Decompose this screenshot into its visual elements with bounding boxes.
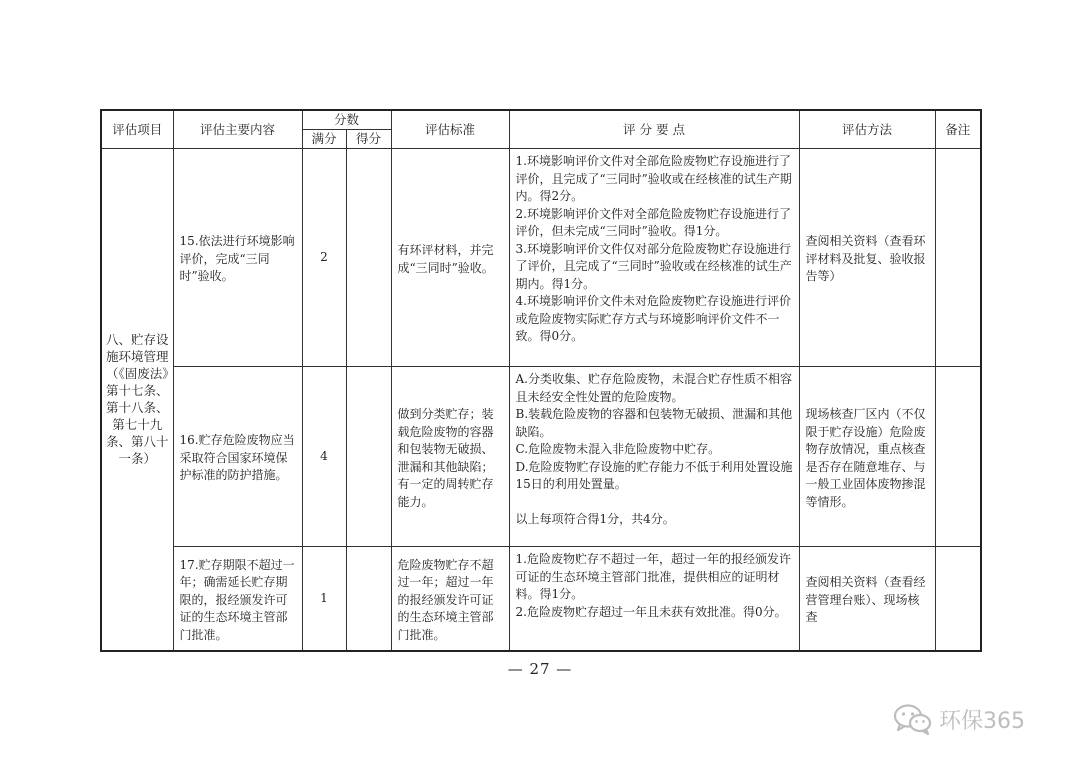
header-row xyxy=(101,110,981,130)
watermark xyxy=(893,702,1025,736)
standard-cell: 危险废物贮存不超过一年；超过一年的报经颁发许可证的生态环境主管部门批准。 xyxy=(391,547,509,651)
method-cell: 查阅相关资料（查看经营管理台账）、现场核查 xyxy=(799,547,935,651)
header-content: 评估主要内容 xyxy=(173,110,302,149)
standard-cell: 做到分类贮存；装载危险废物的容器和包装物无破损、泄漏和其他缺陷；有一定的周转贮存能力。 xyxy=(391,367,509,547)
header-method: 评估方法 xyxy=(799,110,935,149)
point-item: C.危险废物未混入非危险废物中贮存。 xyxy=(515,442,721,456)
remark-cell xyxy=(935,367,981,547)
spacer xyxy=(516,494,794,511)
category-cell: 八、贮存设施环境管理（《固废法》第十七条、第十八条、第七十九条、第八十一条） xyxy=(101,149,173,651)
point-summary: 以上每项符合得1分，共4分。 xyxy=(515,511,675,526)
header-standard: 评估标准 xyxy=(391,110,509,149)
point-item: 2.环境影响评价文件对全部危险废物贮存设施进行了评价，但未完成“三同时”验收。得1分。 xyxy=(515,206,791,238)
points-cell xyxy=(509,547,799,651)
method-cell: 现场核查厂区内（不仅限于贮存设施）危险废物存放情况，重点核查是否存在随意堆存、与一般工业固体废物掺混等情形。 xyxy=(799,367,935,547)
assessment-table xyxy=(100,109,982,652)
got-score-cell xyxy=(346,149,391,367)
method-cell: 查阅相关资料（查看环评材料及批复、验收报告等） xyxy=(799,149,935,367)
point-item: 1.危险废物贮存不超过一年，超过一年的报经颁发许可证的生态环境主管部门批准，提供相应的证明材料。得1分。 xyxy=(515,552,791,601)
header-full: 满分 xyxy=(302,130,346,149)
point-item: 4.环境影响评价文件未对危险废物贮存设施进行评价或危险废物实际贮存方式与环境影响评价文件不一致。得0分。 xyxy=(515,294,791,343)
table-row xyxy=(101,547,981,651)
points-cell xyxy=(509,149,799,367)
header-got: 得分 xyxy=(346,130,391,149)
standard-cell: 有环评材料，并完成“三同时”验收。 xyxy=(391,149,509,367)
page-number: — 27 — xyxy=(507,660,573,678)
point-item: B.装载危险废物的容器和包装物无破损、泄漏和其他缺陷。 xyxy=(515,407,793,439)
wechat-icon xyxy=(893,703,933,735)
header-score: 分数 xyxy=(302,110,391,130)
table-row xyxy=(101,367,981,547)
header-item: 评估项目 xyxy=(101,110,173,149)
remark-cell xyxy=(935,547,981,651)
full-score-cell: 1 xyxy=(302,547,346,651)
full-score-cell: 4 xyxy=(302,367,346,547)
point-item: 2.危险废物贮存超过一年且未获有效批准。得0分。 xyxy=(515,604,787,619)
full-score-cell: 2 xyxy=(302,149,346,367)
point-item: D.危险废物贮存设施的贮存能力不低于利用处置设施15日的利用处置量。 xyxy=(515,459,793,491)
point-item: 1.环境影响评价文件对全部危险废物贮存设施进行了评价，且完成了“三同时”验收或在经核准的试生产期内。得2分。 xyxy=(515,154,792,203)
points-cell xyxy=(509,367,799,547)
content-cell: 17.贮存期限不超过一年；确需延长贮存期限的，报经颁发许可证的生态环境主管部门批准。 xyxy=(173,547,302,651)
remark-cell xyxy=(935,149,981,367)
table-row xyxy=(101,149,981,367)
content-cell: 16.贮存危险废物应当采取符合国家环境保护标准的防护措施。 xyxy=(173,367,302,547)
got-score-cell xyxy=(346,367,391,547)
got-score-cell xyxy=(346,547,391,651)
point-item: 3.环境影响评价文件仅对部分危险废物贮存设施进行了评价，且完成了“三同时”验收或在经核准的试生产期内。得1分。 xyxy=(515,241,792,291)
header-remark: 备注 xyxy=(935,110,981,149)
content-cell: 15.依法进行环境影响评价，完成“三同时”验收。 xyxy=(173,149,302,367)
header-points: 评 分 要 点 xyxy=(509,110,799,149)
point-item: A.分类收集、贮存危险废物，未混合贮存性质不相容且未经安全性处置的危险废物。 xyxy=(515,372,792,404)
watermark-text: 环保365 xyxy=(939,708,1025,734)
